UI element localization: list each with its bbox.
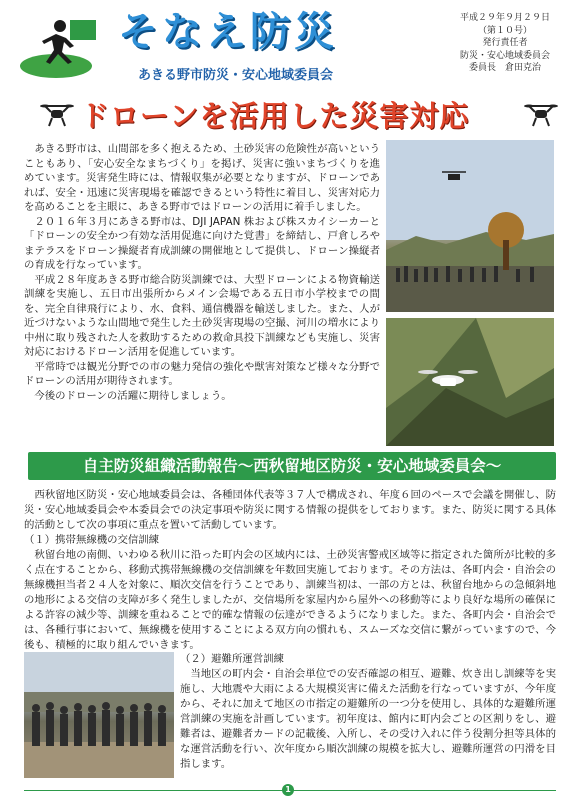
issue-number: （第１０号） (477, 25, 532, 36)
article-paragraph: 今後のドローンの活躍に期待しましょう。 (34, 389, 232, 402)
page-number: 1 (282, 784, 294, 796)
article-headline-area (40, 96, 560, 138)
article-paragraph: 平常時では観光分野での市の魅力発信の強化や獣害対策など様々な分野でドローンの活用が期待されます。 (24, 360, 380, 387)
subsection-title-radio: （１）携帯無線機の交信訓練 (24, 534, 160, 546)
article-paragraph: あきる野市は、山間部を多く抱えるため、土砂災害の危険性が高いということもあり、「安心安全なまちづくり」を掲げ、災害に強いまちづくりを進めています。災害発生時には、情報収集が必要となりますが、ドローンであれば、安全・迅速に災害現場を確認できるという特性に着目し、災害対応力を高めることを主眼に、あきる野市ではドローンの活用に着手しました。 (24, 143, 380, 213)
section-banner-title: 自主防災組織活動報告～西秋留地区防災・安心地域委員会～ (82, 457, 502, 475)
drone-icon (524, 102, 558, 130)
issue-date: 平成２９年９月２９日 (459, 13, 550, 23)
newsletter-subtitle: あきる野市防災・安心地域委員会 (138, 68, 334, 83)
evacuation-drill-photo (24, 652, 174, 778)
newsletter-title: そなえ防災 (118, 9, 338, 55)
publisher-org: 防災・安心地域委員会 (459, 50, 550, 61)
drone-icon (40, 102, 74, 130)
subsection-text-radio: 秋留台地の南側、いわゆる秋川に沿った町内会の区域内には、土砂災害警戒区域等に指定された箇所が比較的多く点在することから、移動式携帯無線機の交信訓練を年数回実施しております。その方法は、各町内会・自治会の無線機担当者２４人を対象に、順次交信を行うことであり、訓練当初は、一部の方とは、秋留台地からの急傾斜地の地形による交信の支障が多く発生しましたが、交信場所を家屋内から屋外への移動等により良好な場所の確保による許容の減少等、訓練を重ねることで的確な情報の伝達ができるようになりました。また、各町内会・自治会では、各種行事において、無線機を使用することによる双方向の慣れも、スムーズな交信に繋がっていますので、今後も、積極的に取り組んでいきます。 (24, 549, 556, 651)
drone-demonstration-photo (386, 140, 554, 312)
publisher-label: 発行責任者 (482, 38, 528, 48)
section-banner (28, 452, 556, 480)
running-figure-logo-icon (16, 14, 100, 80)
article-headline: ドローンを活用した災害対応 (80, 99, 470, 133)
issue-info (446, 12, 564, 75)
report-intro: 西秋留地区防災・安心地域委員会は、各種団体代表等３７人で構成され、年度６回のペースで会議を開催し、防災・安心地域委員会や本委員会での決定事項や防災に関する情報の提供をしております。また、防災に関する具体的活動として次の事項に重点を置いて活動しています。 (24, 489, 556, 531)
committee-chair: 委員長 倉田克治 (468, 63, 541, 73)
article-paragraph: 平成２８年度あきる野市総合防災訓練では、大型ドローンによる物資輸送訓練を実施し、五日市出張所からメイン会場である五日市小学校までの間を、完全自律飛行により、水、食料、通信機器を輸送しました。また、人が近づけないような山間地で発生した土砂災害現場の空撮、河川の増水により中州に取り残された人を救助するための救命具投下訓練なども実施し、災害対応におけるドローン活用を促進しています。 (24, 273, 380, 358)
subsection-title-shelter: （２）避難所運営訓練 (180, 653, 284, 665)
article-paragraph: ２０１６年３月にあきる野市は、DJI JAPAN 株および株スカイシーカーと「ドローンの安全かつ有効な活用促進に向けた覚書」を締結し、戸倉しろやまテラスをドローン操縦者育成訓練の開催地として提供し、ドローン操縦者の育成を行なっています。 (24, 215, 380, 271)
evacuation-drill-body (180, 652, 556, 772)
committee-report-body (24, 488, 556, 653)
drone-article-body (24, 142, 380, 403)
drone-flight-photo (386, 318, 554, 446)
subsection-text-shelter: 当地区の町内会・自治会単位での安否確認の相互、避難、炊き出し訓練等を実施し、大地震や大雨による大規模災害に備えた活動を行なっていますが、今年度から、それに加えて地区の市指定の避難所の一つ分を使用し、具体的な避難所運営訓練の実施を計画しています。初年度は、館内に町内会ごとの区割りをし、避難者は、避難者カードの記載後、入所し、その受け入れに伴う役割分担等具体的な運営活動を行い、次年度から順次訓練の規模を拡大し、避難所運営の円滑を目指します。 (180, 668, 556, 770)
masthead (0, 0, 576, 92)
